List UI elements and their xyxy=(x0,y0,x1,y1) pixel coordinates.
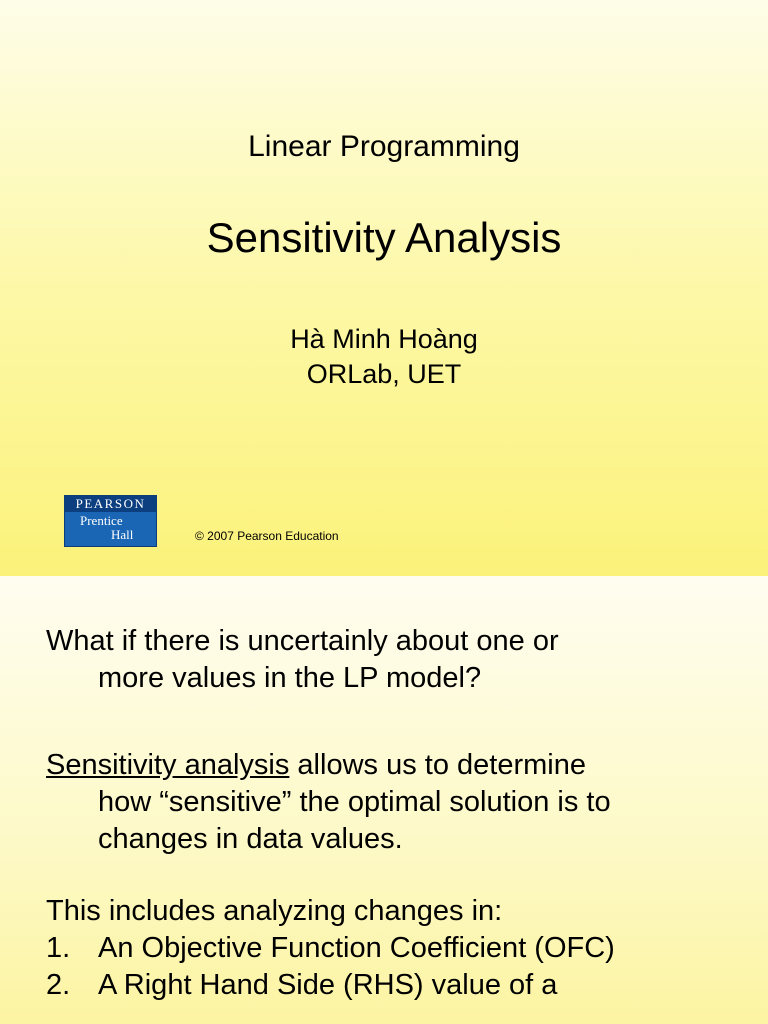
logo-hall-text: Hall xyxy=(111,527,134,542)
paragraph-line xyxy=(46,747,746,784)
paragraph-line: What if there is uncertainly about one or xyxy=(46,625,559,657)
slide-title: Sensitivity Analysis xyxy=(206,214,562,261)
list-number: 2. xyxy=(46,969,71,1001)
paragraph-line: changes in data values. xyxy=(98,823,403,855)
list-item xyxy=(46,930,746,967)
line-text: allows us to determine xyxy=(289,749,586,781)
copyright-notice: © 2007 Pearson Education xyxy=(195,529,339,543)
pearson-prentice-hall-logo xyxy=(64,495,157,547)
paragraph-line: more values in the LP model? xyxy=(98,662,482,694)
slide-subtitle: Linear Programming xyxy=(248,130,520,163)
sensitivity-analysis-term: Sensitivity analysis xyxy=(46,749,290,781)
logo-pearson-text: PEARSON xyxy=(65,496,156,512)
paragraph-definition xyxy=(46,747,746,858)
logo-prentice-text: Prentice xyxy=(80,513,123,528)
paragraph-line: how “sensitive” the optimal solution is to xyxy=(98,786,611,818)
author-name: Hà Minh Hoàng xyxy=(290,324,478,354)
paragraph-uncertainty xyxy=(46,623,746,697)
author-affiliation: ORLab, UET xyxy=(306,359,462,389)
logo-imprint xyxy=(65,512,156,542)
paragraph-line: This includes analyzing changes in: xyxy=(46,895,503,927)
author-block xyxy=(0,322,768,392)
list-text: An Objective Function Coefficient (OFC) xyxy=(98,932,615,964)
paragraph-includes xyxy=(46,893,746,1004)
list-text: A Right Hand Side (RHS) value of a xyxy=(98,969,558,1001)
content-slide xyxy=(0,576,768,1024)
list-item xyxy=(46,967,746,1004)
list-number: 1. xyxy=(46,932,71,964)
